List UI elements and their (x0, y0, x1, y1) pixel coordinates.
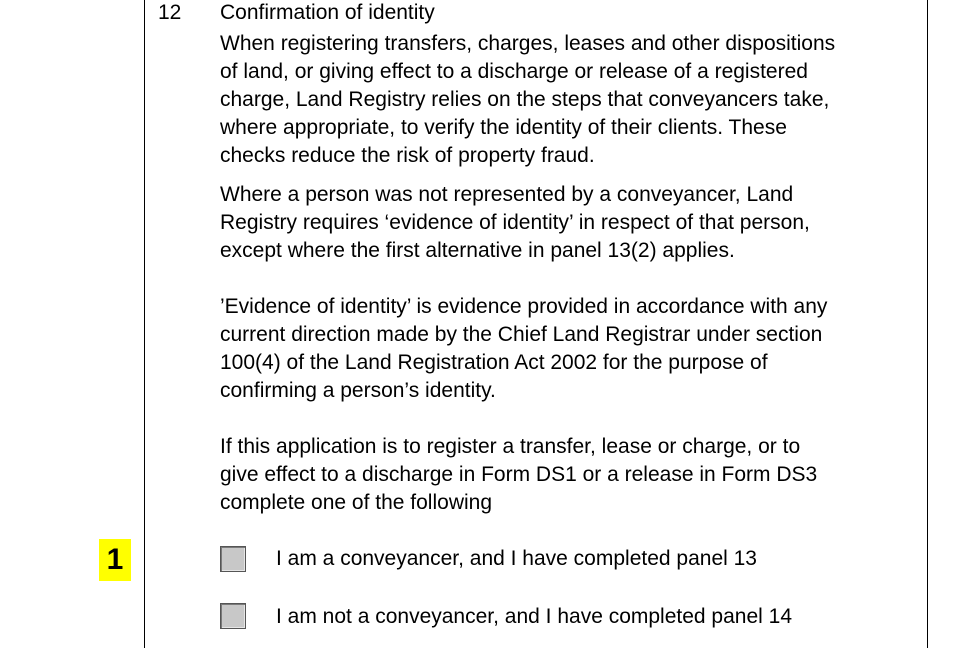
text-line: where appropriate, to verify the identity of their clients. These (220, 116, 787, 139)
text-line: confirming a person’s identity. (220, 379, 496, 402)
paragraph-unrepresented-person (220, 181, 920, 265)
not-conveyancer-option-label: I am not a conveyancer, and I have completed panel 14 (276, 605, 793, 628)
text-line: complete one of the following (220, 491, 493, 514)
text-line: ’Evidence of identity’ is evidence provided in accordance with any (220, 295, 828, 318)
text-line: When registering transfers, charges, leases and other dispositions (220, 32, 836, 55)
text-line: checks reduce the risk of property fraud. (220, 144, 595, 167)
text-line: 100(4) of the Land Registration Act 2002 for the purpose of (220, 351, 768, 374)
panel-number: 12 (158, 1, 182, 24)
not-conveyancer-checkbox[interactable] (220, 603, 246, 629)
conveyancer-option-label: I am a conveyancer, and I have completed panel 13 (276, 547, 757, 570)
step-marker-badge: 1 (99, 539, 131, 581)
panel-heading: Confirmation of identity (220, 1, 435, 24)
paragraph-evidence-definition (220, 293, 920, 405)
text-line: If this application is to register a transfer, lease or charge, or to (220, 435, 801, 458)
conveyancer-checkbox[interactable] (220, 546, 246, 572)
text-line: except where the first alternative in panel 13(2) applies. (220, 239, 735, 262)
paragraph-registration-checks (220, 30, 920, 170)
text-line: charge, Land Registry relies on the steps that conveyancers take, (220, 88, 830, 111)
text-line: Registry requires ‘evidence of identity’ in respect of that person, (220, 211, 810, 234)
text-line: Where a person was not represented by a conveyancer, Land (220, 183, 794, 206)
text-line: give effect to a discharge in Form DS1 or a release in Form DS3 (220, 463, 818, 486)
text-line: current direction made by the Chief Land Registrar under section (220, 323, 823, 346)
text-line: of land, or giving effect to a discharge or release of a registered (220, 60, 808, 83)
paragraph-complete-instruction (220, 433, 920, 517)
